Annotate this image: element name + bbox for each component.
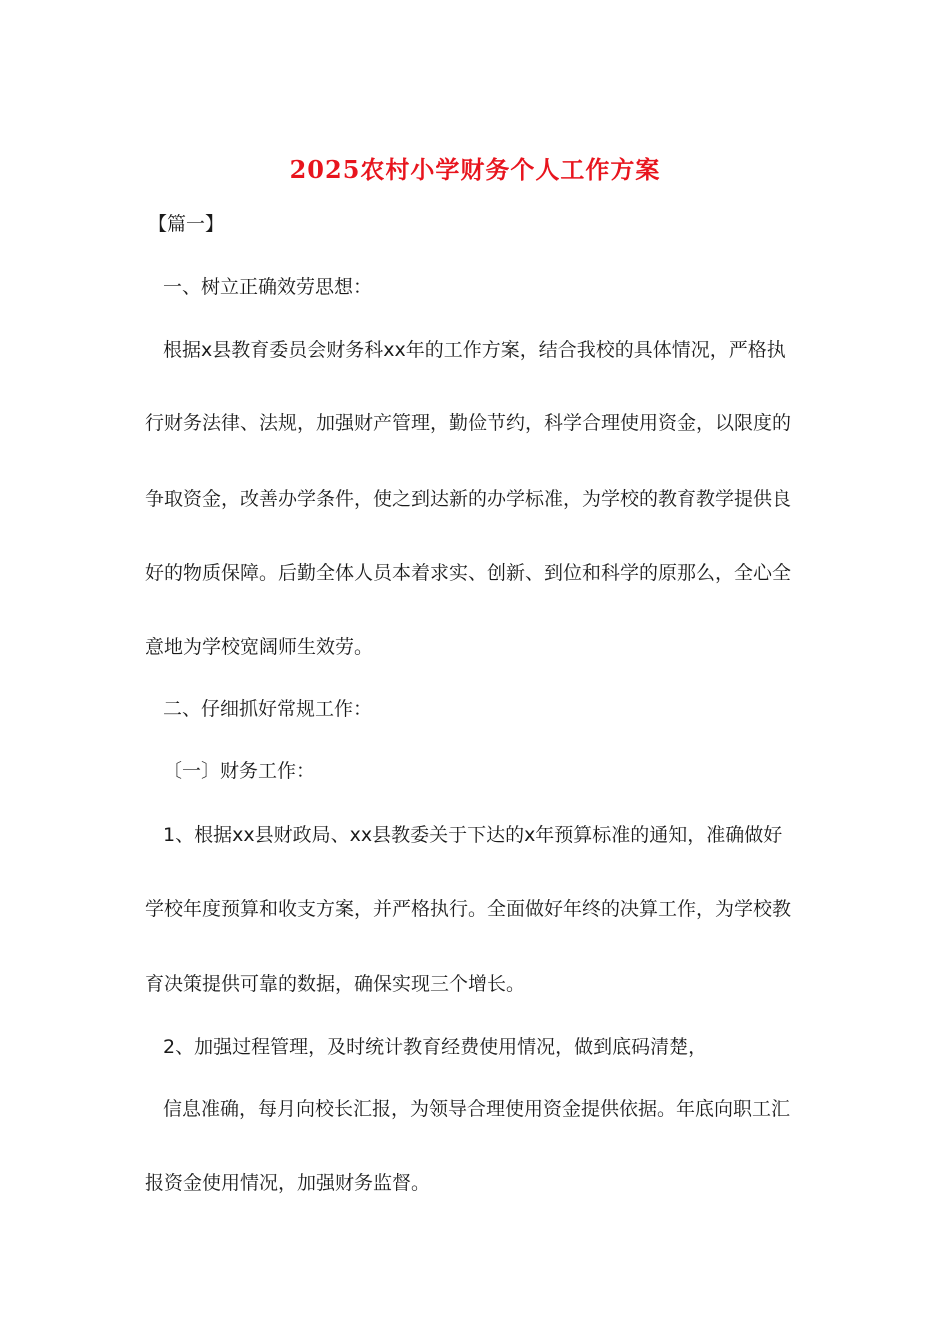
subheading-finance: 〔一〕财务工作： [163, 760, 316, 782]
heading-1: 一、树立正确效劳思想： [163, 276, 373, 298]
paragraph-line: 好的物质保障。后勤全体人员本着求实、创新、到位和科学的原那么，全心全 [145, 562, 792, 584]
paragraph-line: 2、加强过程管理，及时统计教育经费使用情况，做到底码清楚， [163, 1036, 708, 1058]
paragraph-line: 报资金使用情况，加强财务监督。 [145, 1172, 431, 1194]
paragraph-line: 争取资金，改善办学条件，使之到达新的办学标准，为学校的教育教学提供良 [145, 488, 792, 510]
paragraph-line: 学校年度预算和收支方案，并严格执行。全面做好年终的决算工作，为学校教 [145, 898, 792, 920]
heading-2: 二、仔细抓好常规工作： [163, 698, 373, 720]
paragraph-line: 行财务法律、法规，加强财产管理，勤俭节约，科学合理使用资金，以限度的 [145, 412, 792, 434]
document-title: 2025农村小学财务个人工作方案 [289, 155, 661, 184]
section-heading-part-one: 【篇一】 [148, 213, 225, 235]
paragraph-line: 根据x县教育委员会财务科xx年的工作方案，结合我校的具体情况，严格执 [163, 339, 786, 361]
paragraph-line: 1、根据xx县财政局、xx县教委关于下达的x年预算标准的通知，准确做好 [163, 824, 783, 846]
paragraph-line: 意地为学校宽阔师生效劳。 [145, 636, 374, 658]
paragraph-line: 育决策提供可靠的数据，确保实现三个增长。 [145, 973, 526, 995]
paragraph-line: 信息准确，每月向校长汇报，为领导合理使用资金提供依据。年底向职工汇 [163, 1098, 791, 1120]
